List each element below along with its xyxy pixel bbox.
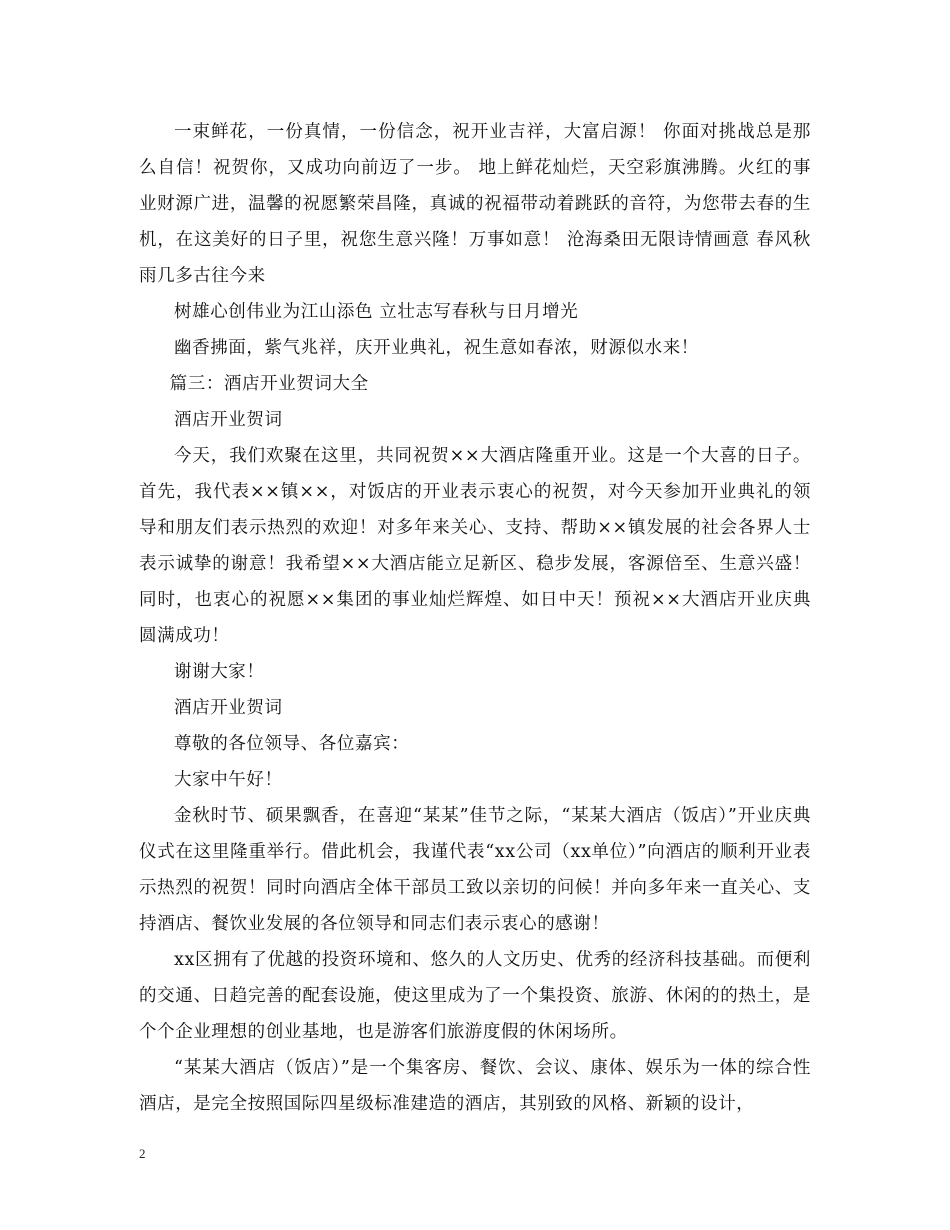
paragraph-district: xx区拥有了优越的投资环境和、悠久的人文历史、优秀的经济科技基础。而便利的交通、日趋完善的配套设施，使这里成为了一个集投资、旅游、休闲的的热土，是个个企业理想的创业基地，也是游客们旅游度假的休闲场所。 xyxy=(139,950,811,1042)
paragraph-salutation: 尊敬的各位领导、各位嘉宾： xyxy=(174,734,410,754)
paragraph-greeting: 大家中午好！ xyxy=(174,770,283,790)
subtitle-hotel-speech: 酒店开业贺词 xyxy=(174,410,283,430)
section-heading: 篇三：酒店开业贺词大全 xyxy=(169,374,369,394)
paragraph-couplet: 树雄心创伟业为江山添色 立壮志写春秋与日月增光 xyxy=(174,302,579,322)
subtitle-hotel-speech-2: 酒店开业贺词 xyxy=(174,698,283,718)
paragraph-blessing: 幽香拂面，紫气兆祥，庆开业典礼，祝生意如春浓，财源似水来！ xyxy=(174,338,699,358)
paragraph-hotel-intro: “某某大酒店（饭店）”是一个集客房、餐饮、会议、康体、娱乐为一体的综合性酒店，是完全按照国际四星级标准建造的酒店，其别致的风格、新颖的设计， xyxy=(139,1058,811,1114)
page-number: 2 xyxy=(139,1146,146,1161)
paragraph-speech-2: 金秋时节、硕果飘香，在喜迎“某某”佳节之际，“某某大酒店（饭店）”开业庆典仪式在这里隆重举行。借此机会，我谨代表“xx公司（xx单位）”向酒店的顺利开业表示热烈的祝贺！同时向酒店全体干部员工致以亲切的问候！并向多年来一直关心、支持酒店、餐饮业发展的各位领导和同志们表示衷心的感谢！ xyxy=(139,806,811,934)
paragraph-speech-1: 今天，我们欢聚在这里，共同祝贺××大酒店隆重开业。这是一个大喜的日子。首先，我代表××镇××，对饭店的开业表示衷心的祝贺，对今天参加开业典礼的领导和朋友们表示热烈的欢迎！对多年来关心、支持、帮助××镇发展的社会各界人士表示诚挚的谢意！我希望××大酒店能立足新区、稳步发展，客源倍至、生意兴盛！同时，也衷心的祝愿××集团的事业灿烂辉煌、如日中天！预祝××大酒店开业庆典圆满成功！ xyxy=(139,446,811,646)
document-body xyxy=(139,114,811,1122)
paragraph-congratulations: 一束鲜花，一份真情，一份信念，祝开业吉祥，大富启源！ 你面对挑战总是那么自信！祝贺你，又成功向前迈了一步。 地上鲜花灿烂，天空彩旗沸腾。火红的事业财源广进，温馨的祝愿繁荣昌隆，真诚的祝福带动着跳跃的音符，为您带去春的生机，在这美好的日子里，祝您生意兴隆！万事如意！ 沧海桑田无限诗情画意 春风秋雨几多古往今来 xyxy=(139,122,811,286)
paragraph-thanks: 谢谢大家！ xyxy=(174,662,265,682)
